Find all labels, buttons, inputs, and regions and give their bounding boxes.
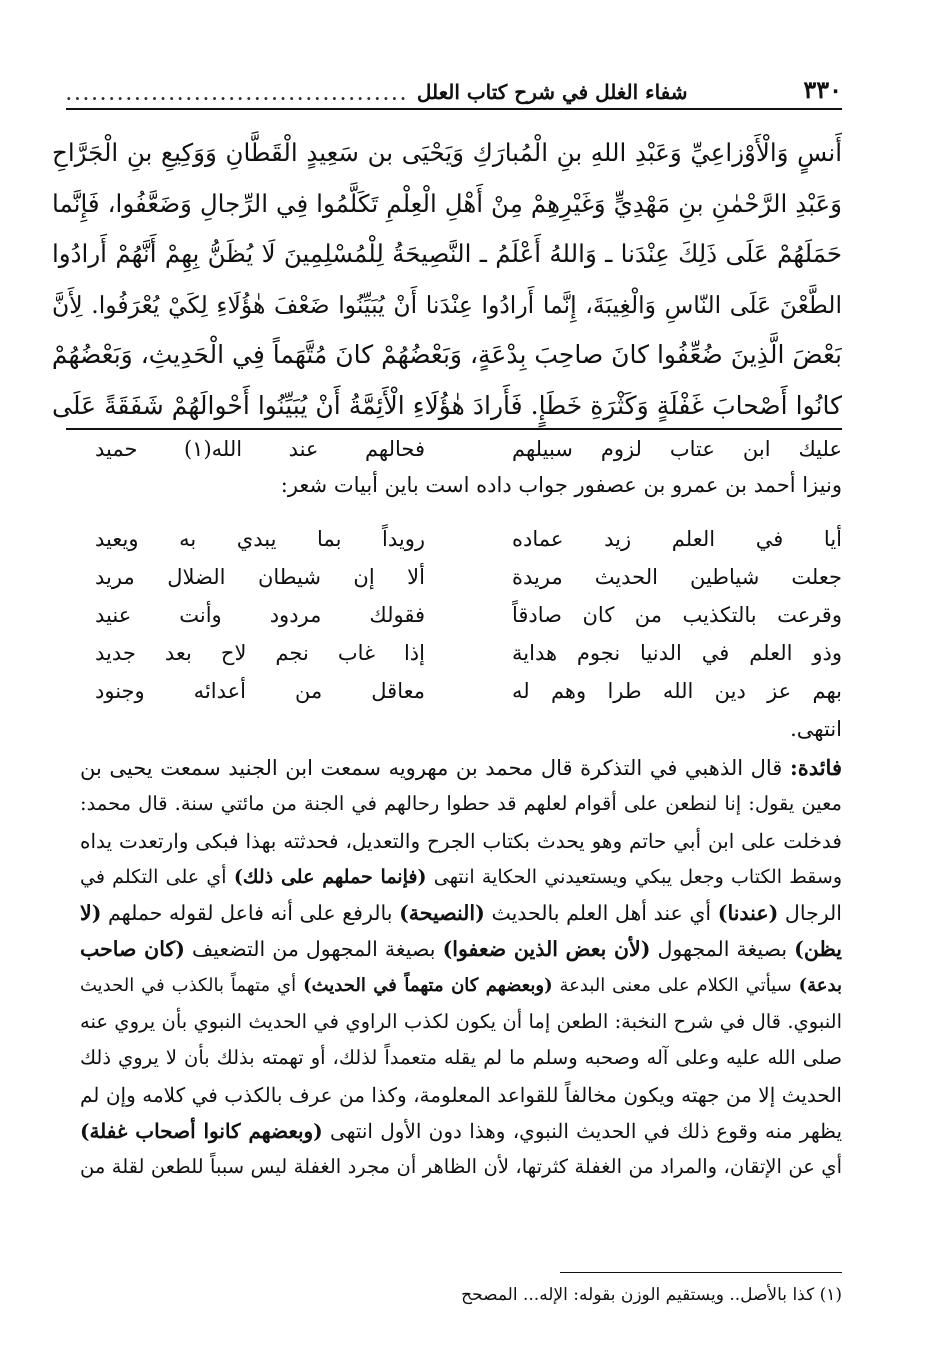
poem bbox=[95, 520, 842, 710]
quoted-phrase: (لا bbox=[80, 901, 102, 926]
quoted-phrase: بدعة) bbox=[798, 974, 842, 996]
quoted-phrase: (النصيحة) bbox=[399, 901, 485, 926]
main-text-line: كانُوا أَصْحابَ غَفْلَةٍ وَكَثْرَةِ خَطَإٍ. فَأَرادَ هٰؤُلَاءِ الْأَئِمَّةُ أَنْ يُبَيِّنُوا أَحْوالَهُمْ شَفَقَةً عَلَى bbox=[52, 390, 842, 420]
verse-row bbox=[95, 672, 842, 710]
verse-second-hemistich: معاقل من أعدائه وجنود bbox=[95, 679, 425, 703]
leader-dots: ........................................ bbox=[66, 85, 409, 104]
running-title bbox=[66, 80, 688, 108]
footnote-divider bbox=[560, 1272, 842, 1273]
faida-label: فائدة: bbox=[789, 755, 842, 780]
verse-row bbox=[95, 520, 842, 558]
verse-row bbox=[95, 558, 842, 596]
main-text-line: الطَّعْنَ عَلَى النّاسِ وَالْغِيبَةَ، إِنَّما أَرادُوا عِنْدَنا أَنْ يُبَيِّنُوا ضَعْفَ هٰؤُلَاءِ لِكَيْ يُعْرَفُوا. لِأَنَّ bbox=[52, 290, 842, 319]
verse-top bbox=[95, 432, 842, 466]
footnote: (١) كذا بالأصل.. ويستقيم الوزن بقوله: الإله... المصحح bbox=[461, 1285, 842, 1305]
quoted-phrase: (وبعضهم كان متهماً في الحديث) bbox=[303, 974, 553, 996]
verse-second-hemistich: إذا غاب نجم لاح بعد جديد bbox=[95, 641, 425, 665]
quoted-phrase: (كان صاحب bbox=[80, 937, 185, 962]
main-text-line: وَعَبْدِ الرَّحْمٰنِ بنِ مَهْدِيٍّ وَغَيْرِهِمْ مِنْ أَهْلِ الْعِلْمِ تَكَلَّمُوا فِي الرِّجالِ وَضَعَّفُوا، فَإِنَّما bbox=[52, 188, 842, 218]
poem-introduction: ونيزا أحمد بن عمرو بن عصفور جواب داده است باين أبيات شعر: bbox=[280, 473, 842, 497]
commentary-line: أي عن الإتقان، والمراد من الغفلة كثرتها، لأن الظاهر أن مجرد الغفلة ليس سبباً للطعن لقلة من bbox=[80, 1155, 842, 1179]
verse-first-hemistich: بهم عز دين الله طرا وهم له bbox=[512, 679, 842, 703]
verse-second-hemistich: فقولك مردود وأنت عنيد bbox=[95, 603, 425, 627]
main-text-block bbox=[52, 128, 842, 431]
verse-second-hemistich: فحالهم عند الله(١) حميد bbox=[95, 437, 425, 461]
main-text-line: بَعْضَ الَّذِينَ ضُعِّفُوا كانَ صاحِبَ بِدْعَةٍ، وَبَعْضُهُمْ كانَ مُتَّهَماً فِي الْحَدِيثِ، وَبَعْضُهُمْ bbox=[52, 340, 842, 369]
text-commentary-divider bbox=[66, 428, 842, 430]
commentary-line: بدعة) سيأتي الكلام على معنى البدعة (وبعضهم كان متهماً في الحديث) أي متهماً بالكذب في الحديث bbox=[80, 974, 842, 996]
verse-first-hemistich: أيا في العلم زيد عماده bbox=[512, 527, 842, 551]
verse-row bbox=[95, 634, 842, 672]
commentary-text bbox=[80, 750, 842, 1186]
commentary-line: النبوي. قال في شرح النخبة: الطعن إما أن يكون لكذب الراوي في الحديث النبوي بأن يروي عنه bbox=[80, 1010, 842, 1034]
verse-second-hemistich: رويداً بما يبدي به ويعيد bbox=[95, 527, 425, 551]
book-title: شفاء الغلل في شرح كتاب العلل bbox=[416, 80, 688, 104]
verse-first-hemistich: عليك ابن عتاب لزوم سبيلهم bbox=[512, 437, 842, 461]
quoted-phrase: (وبعضهم كانوا أصحاب غفلة) bbox=[80, 1118, 323, 1143]
end-marker: انتهى. bbox=[790, 717, 842, 741]
commentary-line: وسقط الكتاب وجعل يبكي ويستعيدني الحكاية انتهى (فإنما حملهم على ذلك) أي على التكلم في bbox=[80, 865, 842, 888]
commentary-line: يظن) بصيغة المجهول (لأن بعض الذين ضعفوا) بصيغة المجهول من التضعيف (كان صاحب bbox=[80, 937, 842, 962]
quoted-phrase: (عندنا) bbox=[717, 901, 779, 926]
commentary-line: فدخلت على ابن أبي حاتم وهو يحدث بكتاب الجرح والتعديل، فحدثته بهذا فبكى وارتعدت يداه bbox=[80, 828, 842, 853]
verse-row bbox=[95, 432, 842, 466]
verse-first-hemistich: جعلت شياطين الحديث مريدة bbox=[512, 565, 842, 589]
quoted-phrase: يظن) bbox=[794, 937, 842, 962]
commentary-line: الرجال (عندنا) أي عند أهل العلم بالحديث (النصيحة) بالرفع على أنه فاعل لقوله حملهم (لا bbox=[80, 901, 842, 926]
commentary-line: فائدة: قال الذهبي في التذكرة قال محمد بن مهرويه سمعت ابن الجنيد سمعت يحيى بن bbox=[80, 755, 842, 780]
main-text-line: حَمَلَهُمْ عَلَى ذَلِكَ عِنْدَنا ـ وَاللهُ أَعْلَمُ ـ النَّصِيحَةُ لِلْمُسْلِمِينَ لَا يُظَنُّ بِهِمْ أَنَّهُمْ أَرادُوا bbox=[52, 239, 842, 268]
commentary-line: الحديث إلا من جهته ويكون مخالفاً للقواعد المعلومة، وكذا من عرف بالكذب في كلامه وإن لم bbox=[80, 1082, 842, 1107]
commentary-line: معين يقول: إنا لنطعن على أقوام لعلهم قد حطوا رحالهم في الجنة من مائتي سنة. قال محمد: bbox=[80, 792, 842, 816]
quoted-phrase: (لأن بعض الذين ضعفوا) bbox=[442, 937, 651, 962]
page-number: ٣٣٠ bbox=[803, 75, 842, 104]
page-header bbox=[66, 70, 842, 110]
verse-first-hemistich: وقرعت بالتكذيب من كان صادقاً bbox=[512, 603, 842, 627]
verse-second-hemistich: ألا إن شيطان الضلال مريد bbox=[95, 565, 425, 589]
commentary-line: صلى الله عليه وعلى آله وصحبه وسلم ما لم يقله متعمداً لذلك، أو تهمته بذلك بأن لا يروي ذلك bbox=[80, 1046, 842, 1070]
verse-row bbox=[95, 596, 842, 634]
main-text-line: أَنسٍ وَالْأَوْزاعِيِّ وَعَبْدِ اللهِ بنِ الْمُبارَكِ وَيَحْيَى بن سَعِيدٍ الْقَطَّانِ وَوَكِيعِ بنِ الْجَرَّاحِ bbox=[52, 138, 842, 167]
quoted-phrase: (فإنما حملهم على ذلك) bbox=[233, 865, 427, 888]
verse-first-hemistich: وذو العلم في الدنيا نجوم هداية bbox=[512, 641, 842, 665]
commentary-line: يظهر منه وقوع ذلك في الحديث النبوي، وهذا دون الأول انتهى (وبعضهم كانوا أصحاب غفلة) bbox=[80, 1118, 842, 1143]
